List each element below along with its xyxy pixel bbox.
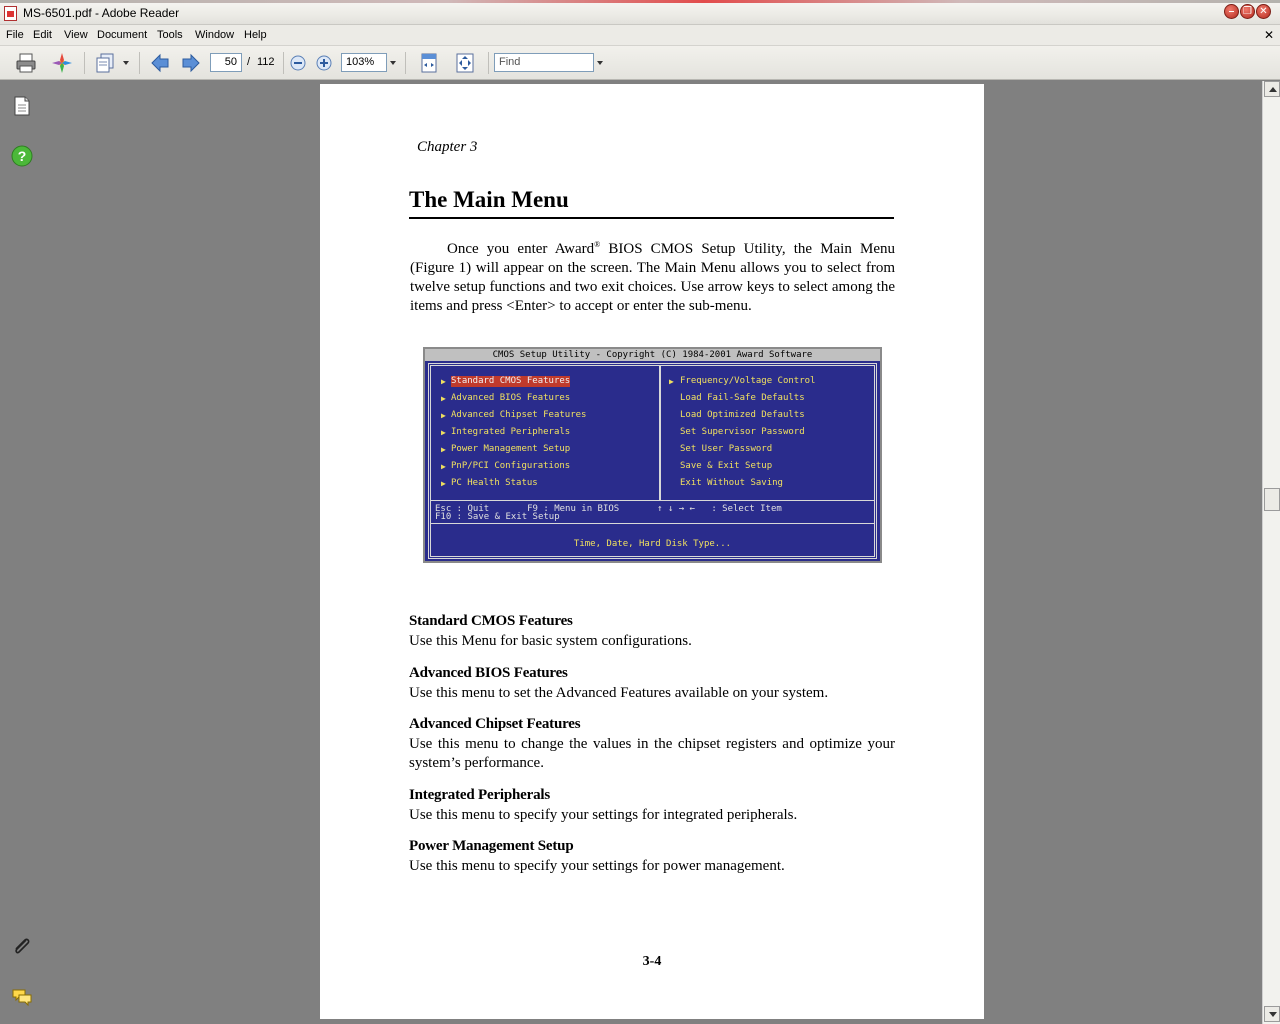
title-bar (0, 0, 1280, 25)
bios-menu-item: Exit Without Saving (680, 478, 783, 488)
toolbar-separator (139, 52, 140, 74)
fit-page-icon[interactable] (454, 52, 476, 74)
bios-menu-item: Load Optimized Defaults (680, 410, 805, 420)
arrow-down-icon (1269, 1012, 1277, 1017)
pdf-document-icon (4, 6, 17, 21)
intro-paragraph (410, 235, 895, 316)
toolbar (0, 46, 1280, 80)
window-title: MS-6501.pdf - Adobe Reader (23, 6, 180, 20)
pdf-page (320, 84, 984, 1019)
zoom-input[interactable]: 103% (341, 53, 387, 72)
comments-icon[interactable] (11, 986, 33, 1008)
vertical-scrollbar[interactable] (1262, 81, 1280, 1024)
navigation-pane (0, 81, 44, 1024)
page-total: 112 (257, 56, 275, 68)
previous-page-icon[interactable] (149, 52, 171, 74)
menu-file[interactable]: File (6, 29, 24, 41)
menu-document[interactable]: Document (97, 29, 148, 41)
section-body: Use this Menu for basic system configurations. (409, 633, 692, 649)
submenu-arrow-icon: ▶ (441, 428, 446, 437)
title-bar-accent (0, 0, 1280, 3)
bios-menu-item: Advanced Chipset Features (451, 410, 587, 420)
section-body: Use this menu to change the values in the chipset registers and optimize your system’s performance. (409, 736, 895, 771)
attachment-icon[interactable] (11, 935, 33, 957)
submenu-arrow-icon: ▶ (441, 411, 446, 420)
bios-menu-item: PnP/PCI Configurations (451, 461, 571, 471)
scroll-down-button[interactable] (1264, 1006, 1280, 1022)
page-separator: / (247, 56, 251, 68)
bios-help-line: F10 : Save & Exit Setup (435, 512, 560, 522)
submenu-arrow-icon: ▶ (441, 377, 446, 386)
submenu-arrow-icon: ▶ (441, 445, 446, 454)
toolbar-separator (283, 52, 284, 74)
print-icon[interactable] (15, 52, 37, 74)
bios-menu-item: Set Supervisor Password (680, 427, 805, 437)
registered-mark: ® (594, 240, 601, 249)
scroll-up-button[interactable] (1264, 81, 1280, 97)
zoom-in-icon[interactable] (315, 54, 333, 72)
page-number-label: 3-4 (642, 954, 662, 969)
menu-view[interactable]: View (64, 29, 88, 41)
pages-dropdown-icon[interactable] (123, 61, 129, 65)
bios-menu-item: Integrated Peripherals (451, 427, 571, 437)
section-heading: Standard CMOS Features (409, 613, 573, 629)
bios-divider (659, 366, 661, 501)
svg-text:?: ? (17, 148, 27, 164)
section-heading: Advanced BIOS Features (409, 665, 568, 681)
submenu-arrow-icon: ▶ (669, 377, 674, 386)
toolbar-separator (84, 52, 85, 74)
pages-icon[interactable] (95, 52, 117, 74)
bios-menu-item: PC Health Status (451, 478, 538, 488)
menu-window[interactable]: Window (195, 29, 235, 41)
page-title: The Main Menu (409, 187, 569, 212)
menu-help[interactable]: Help (244, 29, 267, 41)
collaborate-icon[interactable] (51, 52, 73, 74)
minimize-button[interactable]: – (1224, 4, 1239, 19)
section-body: Use this menu to specify your settings for power management. (409, 858, 785, 874)
bios-header: CMOS Setup Utility - Copyright (C) 1984-2001 Award Software (425, 349, 880, 361)
close-button[interactable]: ✕ (1256, 4, 1271, 19)
scroll-thumb[interactable] (1264, 488, 1280, 511)
section-heading: Integrated Peripherals (409, 787, 550, 803)
section-heading: Advanced Chipset Features (409, 716, 581, 732)
find-input[interactable]: Find (494, 53, 594, 72)
section-body: Use this menu to specify your settings for integrated peripherals. (409, 807, 798, 823)
submenu-arrow-icon: ▶ (441, 462, 446, 471)
submenu-arrow-icon: ▶ (441, 394, 446, 403)
bios-menu-item: Set User Password (680, 444, 773, 454)
toolbar-separator (405, 52, 406, 74)
fit-width-icon[interactable] (418, 52, 440, 74)
arrow-up-icon (1269, 87, 1277, 92)
intro-text-continued: BIOS CMOS Setup Utility, the Main Menu (Figure 1) will appear on the screen. The Main Menu allows you to select from twelve setup functions and two exit choices. Use arrow keys to select among the items and press <Enter> to accept or enter the sub-menu. (410, 241, 895, 314)
help-icon[interactable] (11, 145, 33, 167)
bios-menu-item: Advanced BIOS Features (451, 393, 571, 403)
intro-text: Once you enter Award (447, 241, 595, 257)
bios-menu-item: Load Fail-Safe Defaults (680, 393, 805, 403)
pages-panel-icon[interactable] (11, 95, 33, 117)
zoom-dropdown-icon[interactable] (390, 61, 396, 65)
close-document-icon[interactable]: ✕ (1263, 28, 1274, 42)
bios-screenshot (423, 347, 882, 563)
bios-menu-item: Standard CMOS Features (451, 376, 571, 386)
restore-button[interactable]: ❐ (1240, 4, 1255, 19)
bios-divider (431, 523, 874, 524)
submenu-arrow-icon: ▶ (441, 479, 446, 488)
menu-edit[interactable]: Edit (33, 29, 52, 41)
bios-menu-item: Power Management Setup (451, 444, 571, 454)
bios-menu-item: Save & Exit Setup (680, 461, 773, 471)
menu-tools[interactable]: Tools (157, 29, 183, 41)
zoom-out-icon[interactable] (289, 54, 307, 72)
toolbar-separator (488, 52, 489, 74)
section-body: Use this menu to set the Advanced Features available on your system. (409, 685, 829, 701)
bios-frame (428, 363, 877, 559)
title-divider (409, 217, 894, 219)
bios-divider (431, 500, 874, 501)
section-heading: Power Management Setup (409, 838, 574, 854)
bios-status-line: Time, Date, Hard Disk Type... (573, 539, 732, 549)
page-number-input[interactable]: 50 (210, 53, 242, 72)
menu-bar (0, 25, 1280, 46)
chapter-label: Chapter 3 (417, 139, 478, 155)
bios-help-line: Esc : Quit F9 : Menu in BIOS ↑ ↓ → ← : Select Item (435, 504, 782, 514)
find-dropdown-icon[interactable] (597, 61, 603, 65)
bios-menu-item: Frequency/Voltage Control (680, 376, 816, 386)
next-page-icon[interactable] (180, 52, 202, 74)
